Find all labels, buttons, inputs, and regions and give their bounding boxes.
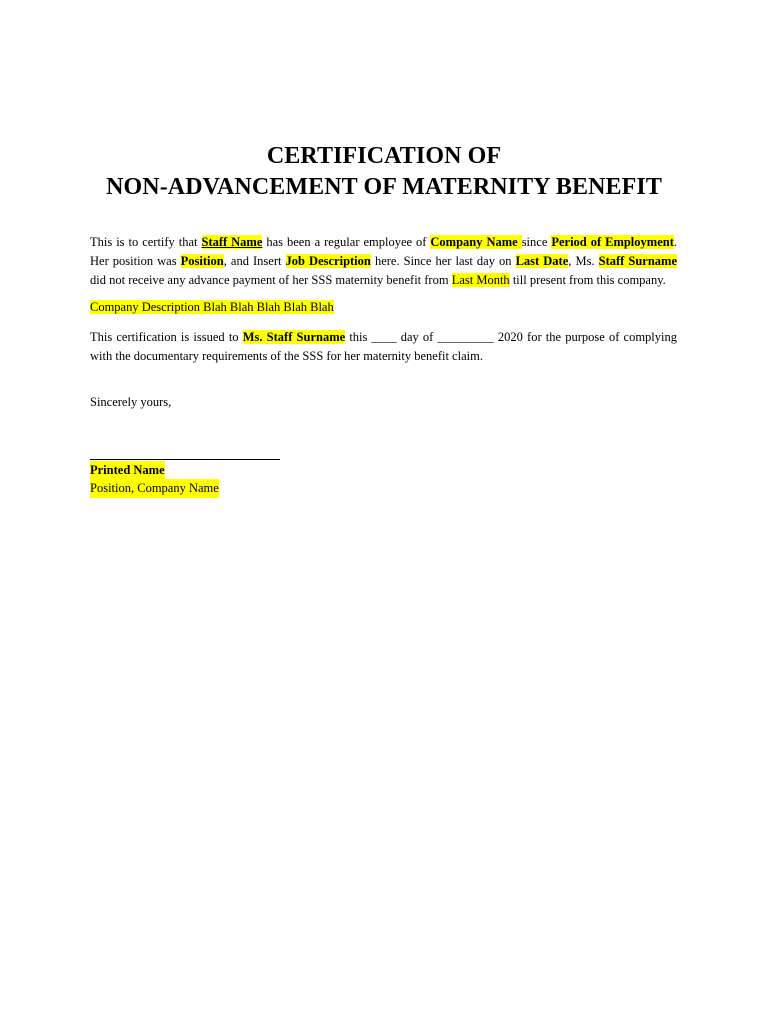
issuance-paragraph: [90, 328, 677, 366]
text: here. Since her last day on: [370, 254, 516, 268]
text: has been a regular employee of: [262, 235, 431, 249]
signature-line: [90, 459, 280, 460]
company-name-field: Company Name: [430, 235, 522, 249]
last-month-field: Last Month: [451, 273, 510, 287]
text: .: [673, 235, 677, 249]
last-date-field: Last Date: [515, 254, 569, 268]
certification-paragraph: [90, 233, 677, 290]
period-of-employment-field: Period of Employment: [551, 235, 674, 249]
text: Her position was: [90, 254, 181, 268]
text: with the documentary requirements of the SSS for her maternity benefit claim.: [90, 349, 483, 363]
staff-name-field: Staff Name: [201, 235, 263, 249]
paragraph-line: [90, 252, 677, 271]
text: , Ms.: [568, 254, 599, 268]
staff-surname-field: Staff Surname: [598, 254, 677, 268]
position-field: Position: [180, 254, 224, 268]
company-description-field: Company Description Blah Blah Blah Blah Blah: [90, 300, 334, 314]
paragraph-line: [90, 233, 677, 252]
title-line-2: NON-ADVANCEMENT OF MATERNITY BENEFIT: [106, 174, 662, 200]
paragraph-line: [90, 328, 677, 347]
printed-name: Printed Name: [90, 461, 165, 480]
text: since: [521, 235, 552, 249]
text: This is to certify that: [90, 235, 202, 249]
text: This certification is issued to: [90, 330, 243, 344]
text: this ____ day of _________ 2020 for the purpose of complying: [345, 330, 678, 344]
title-line-1: CERTIFICATION OF: [266, 143, 502, 169]
company-description-paragraph: [90, 298, 677, 317]
closing: Sincerely yours,: [90, 395, 172, 409]
paragraph-line: [90, 347, 677, 366]
text: till present from this company.: [509, 273, 666, 287]
job-description-field: Job Description: [285, 254, 371, 268]
text: , and Insert: [223, 254, 286, 268]
ms-staff-surname-field: Ms. Staff Surname: [242, 330, 346, 344]
paragraph-line: [90, 271, 677, 290]
text: did not receive any advance payment of her SSS maternity benefit from: [90, 273, 452, 287]
position-company-name: Position, Company Name: [90, 479, 219, 498]
